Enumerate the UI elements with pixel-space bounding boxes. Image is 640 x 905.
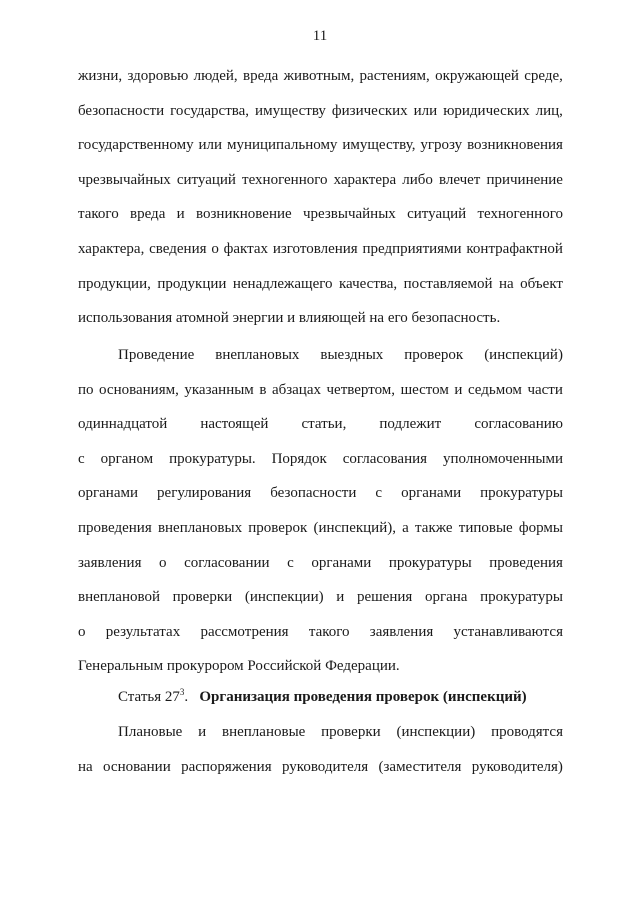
word: рассмотрения	[200, 623, 289, 640]
word: безопасности	[270, 485, 357, 502]
word: изготовления	[272, 241, 358, 257]
word: государственному	[78, 137, 194, 154]
word: или	[198, 137, 223, 154]
word: органами	[311, 554, 372, 571]
word: вреда	[130, 206, 166, 223]
article-number: Статья 27	[118, 689, 180, 705]
word: части	[527, 381, 563, 398]
word: проверок	[248, 520, 308, 536]
word: продукции,	[78, 275, 151, 292]
word: настоящей	[200, 416, 269, 433]
word: чрезвычайных	[78, 171, 171, 188]
word: здоровью	[127, 68, 189, 84]
word: на	[78, 758, 93, 775]
word: прокуратуры.	[169, 450, 256, 467]
text-line	[78, 66, 563, 86]
word: заявления	[78, 554, 142, 571]
word: безопасности	[78, 102, 165, 119]
word: (инспекции)	[244, 589, 324, 606]
word: либо	[402, 171, 433, 188]
word: основании	[103, 758, 171, 775]
word: возникновение	[196, 206, 292, 223]
text-line	[78, 135, 563, 155]
text-line	[78, 553, 563, 573]
word: проверки	[172, 589, 233, 606]
article-heading: Статья $27^3$. Организация проведения проверок (инспекций)	[118, 687, 527, 705]
word: в	[259, 381, 267, 398]
word: органом	[100, 450, 154, 467]
word: животным,	[283, 68, 355, 84]
word: (заместителя	[378, 758, 462, 775]
text-line	[78, 587, 563, 607]
word: вреда	[242, 68, 279, 84]
word: абзацах	[271, 381, 321, 398]
word: регулирования	[157, 485, 252, 502]
word: имуществу	[255, 102, 326, 119]
word: такого	[78, 206, 119, 223]
word: устанавливаются	[453, 623, 563, 640]
word: статьи,	[301, 416, 347, 433]
word: проведения	[489, 554, 563, 571]
word: одиннадцатой	[78, 416, 168, 433]
text-line	[78, 170, 563, 190]
word: с	[375, 485, 383, 502]
word: качества,	[338, 275, 398, 292]
word: а	[402, 520, 409, 536]
text-line	[78, 757, 563, 777]
word: распоряжения	[181, 758, 272, 775]
word: проведения	[78, 520, 152, 536]
word: четвертом,	[326, 381, 396, 398]
text-line	[78, 622, 563, 642]
word: юридических	[443, 102, 530, 119]
word: чрезвычайных	[302, 206, 396, 223]
word: проверок	[404, 347, 464, 363]
word: ненадлежащего	[232, 275, 333, 292]
word: физических	[331, 102, 408, 119]
text-line	[78, 204, 563, 224]
word: органами	[78, 485, 139, 502]
word: проводятся	[491, 724, 563, 740]
word: о	[211, 241, 219, 257]
word: фактах	[223, 241, 268, 257]
word: заявления	[369, 623, 434, 640]
word: согласованию	[474, 416, 563, 433]
word: среде,	[524, 68, 563, 84]
word: согласовании	[184, 554, 270, 571]
word: руководителя)	[471, 758, 563, 775]
word: объект	[520, 275, 563, 292]
word: решения	[356, 589, 413, 606]
word: муниципальному	[226, 137, 338, 154]
word: (инспекций)	[484, 347, 563, 363]
word: о	[78, 623, 86, 640]
word: с	[78, 450, 85, 467]
word: угрозу	[420, 137, 463, 154]
text-line	[78, 239, 563, 259]
word: основаниям,	[99, 381, 179, 398]
word: и	[454, 381, 463, 398]
word: внеплановой	[78, 589, 160, 606]
text-line	[78, 380, 563, 400]
word: Проведение	[118, 347, 195, 363]
word: шестом	[400, 381, 449, 398]
word: внеплановых	[215, 347, 300, 363]
text-line: Генеральным прокурором Российской Федерации.	[78, 658, 400, 675]
text-line: использования атомной энергии и влияющей на его безопасность.	[78, 310, 501, 327]
word: органами	[401, 485, 462, 502]
word: подлежит	[379, 416, 442, 433]
word: о	[159, 554, 167, 571]
word: на	[499, 275, 514, 292]
word: такого	[308, 623, 350, 640]
word: ситуаций	[407, 206, 467, 223]
word: прокуратуры	[388, 554, 472, 571]
word: характера,	[78, 241, 145, 257]
word: результатах	[105, 623, 181, 640]
word: ситуаций	[176, 171, 236, 188]
word: уполномоченными	[442, 450, 563, 467]
word: и	[176, 206, 185, 223]
article-number-superscript: 3	[179, 687, 185, 697]
word: согласования	[342, 450, 428, 467]
word: сведения	[149, 241, 207, 257]
word: седьмом	[467, 381, 522, 398]
word: по	[78, 381, 94, 398]
text-line	[78, 274, 563, 294]
page-number: 11	[312, 28, 328, 44]
word: (инспекций),	[313, 520, 396, 536]
word: и	[198, 724, 207, 740]
word: растениям,	[359, 68, 430, 84]
text-line	[118, 345, 563, 365]
word: предприятиями	[362, 241, 462, 257]
word: органа	[424, 589, 468, 606]
word: имуществу,	[342, 137, 416, 154]
word: государства,	[170, 102, 250, 119]
word: влечет	[438, 171, 481, 188]
text-line	[78, 101, 563, 121]
word: возникновения	[467, 137, 563, 154]
word: или	[413, 102, 438, 119]
word: также	[415, 520, 453, 536]
word: прокуратуры	[480, 485, 563, 502]
word: людей,	[193, 68, 238, 84]
article-title: Организация проведения проверок (инспекций)	[199, 689, 527, 705]
text-line	[78, 449, 563, 469]
word: характера	[333, 171, 397, 188]
word: указанным	[184, 381, 254, 398]
word: контрафактной	[466, 241, 563, 257]
word: выездных	[320, 347, 384, 363]
word: причинение	[486, 171, 563, 188]
word: продукции	[157, 275, 227, 292]
text-line	[78, 414, 563, 434]
word: и	[336, 589, 345, 606]
word: Порядок	[271, 450, 327, 467]
word: проверки	[321, 724, 381, 740]
word: жизни,	[78, 68, 123, 84]
word: поставляемой	[403, 275, 493, 292]
word: внеплановых	[157, 520, 243, 536]
word: техногенного	[242, 171, 328, 188]
word: типовые	[458, 520, 513, 536]
text-line	[118, 722, 563, 742]
word: внеплановые	[222, 724, 306, 740]
word: с	[287, 554, 294, 571]
word: окружающей	[435, 68, 519, 84]
word: руководителя	[281, 758, 369, 775]
word: прокуратуры	[480, 589, 563, 606]
word: лиц,	[535, 102, 563, 119]
text-line	[78, 518, 563, 538]
word: (инспекции)	[396, 724, 476, 740]
word: техногенного	[477, 206, 563, 223]
text-line	[78, 483, 563, 503]
word: формы	[518, 520, 563, 536]
word: Плановые	[118, 724, 183, 740]
